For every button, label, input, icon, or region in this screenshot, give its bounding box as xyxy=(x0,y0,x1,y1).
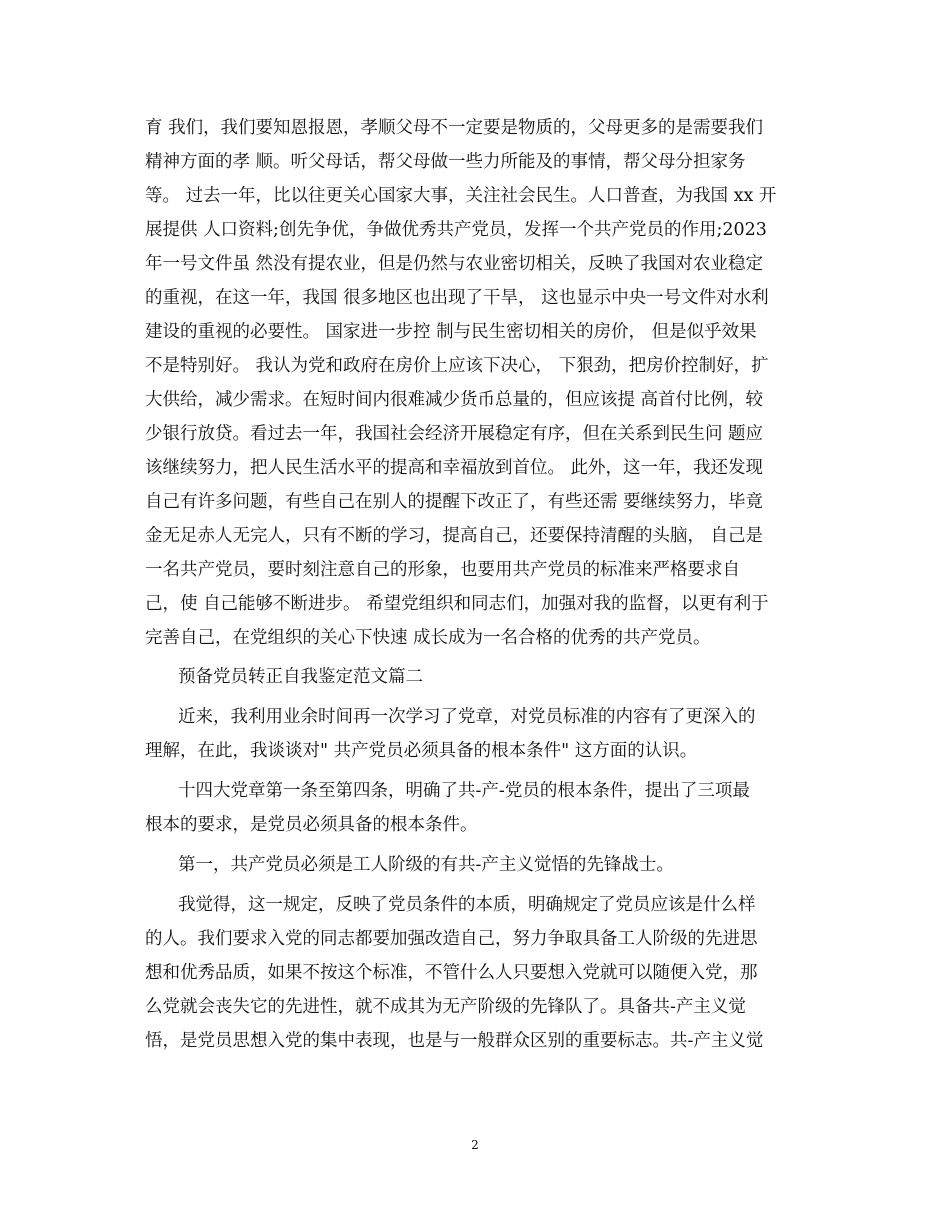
text-line: 大供给，减少需求。在短时间内很难减少货币总量的，但应该提 高首付比例，较 xyxy=(145,390,764,410)
paragraph-first-line: 第一，共产党员必须是工人阶级的有共-产主义觉悟的先锋战士。 xyxy=(178,855,674,875)
text-line: 的重视，在这一年，我国 很多地区也出现了干旱， 这也显示中央一号文件对水利 xyxy=(145,288,769,308)
page-number: 2 xyxy=(471,1138,479,1152)
text-line: 该继续努力，把人民生活水平的提高和幸福放到首位。 此外，这一年，我还发现 xyxy=(145,458,764,478)
text-line: 一名共产党员，要时刻注意自己的形象，也要用共产党员的标准来严格要求自 xyxy=(145,560,740,580)
text-line: 金无足赤人无完人，只有不断的学习，提高自己，还要保持清醒的头脑， 自己是 xyxy=(145,526,764,546)
text-line: 根本的要求，是党员必须具备的根本条件。 xyxy=(145,815,478,835)
text-line: 少银行放贷。看过去一年，我国社会经济开展稳定有序，但在关系到民生问 题应 xyxy=(145,424,764,444)
text-line: 建设的重视的必要性。 国家进一步控 制与民生密切相关的房价， 但是似乎效果 xyxy=(145,322,757,342)
text-line: 育 我们，我们要知恩报恩，孝顺父母不一定要是物质的，父母更多的是需要我们 xyxy=(145,118,764,138)
paragraph-first-line: 我觉得，这一规定，反映了党员条件的本质，明确规定了党员应该是什么样 xyxy=(178,895,756,915)
text-line: 的人。我们要求入党的同志都要加强改造自己，努力争取具备工人阶级的先进思 xyxy=(145,929,758,949)
text-line: 精神方面的孝 顺。听父母话，帮父母做一些力所能及的事情，帮父母分担家务 xyxy=(145,152,746,172)
text-line: 己，使 自己能够不断进步。 希望党组织和同志们，加强对我的监督，以更有利于 xyxy=(145,594,769,614)
text-line: 不是特别好。 我认为党和政府在房价上应该下决心， 下狠劲，把房价控制好，扩 xyxy=(145,356,769,376)
text-line: 年一号文件虽 然没有提农业，但是仍然与农业密切相关，反映了我国对农业稳定 xyxy=(145,254,764,274)
text-line: 理解，在此，我谈谈对" 共产党员必须具备的根本条件" 这方面的认识。 xyxy=(145,741,698,761)
text-line: 展提供 人口资料;创先争优，争做优秀共产党员，发挥一个共产党员的作用;2023 xyxy=(145,220,767,240)
text-line: 完善自己，在党组织的关心下快速 成长成为一名合格的优秀的共产党员。 xyxy=(145,628,711,648)
text-line: 自己有许多问题，有些自己在别人的提醒下改正了，有些还需 要继续努力，毕竟 xyxy=(145,492,764,512)
text-line: 想和优秀品质，如果不按这个标准，不管什么人只要想入党就可以随便入党，那 xyxy=(145,963,758,983)
section-heading: 预备党员转正自我鉴定范文篇二 xyxy=(178,667,423,687)
text-line: 等。 过去一年，比以往更关心国家大事，关注社会民生。人口普查，为我国 xx 开 xyxy=(145,186,777,206)
paragraph-first-line: 十四大党章第一条至第四条，明确了共-产-党员的根本条件，提出了三项最 xyxy=(178,781,750,801)
text-line: 么党就会丧失它的先进性，就不成其为无产阶级的先锋队了。具备共-产主义觉 xyxy=(145,997,746,1017)
paragraph-first-line: 近来，我利用业余时间再一次学习了党章，对党员标准的内容有了更深入的 xyxy=(178,707,756,727)
text-line: 悟，是党员思想入党的集中表现，也是与一般群众区别的重要标志。共-产主义觉 xyxy=(145,1031,764,1051)
